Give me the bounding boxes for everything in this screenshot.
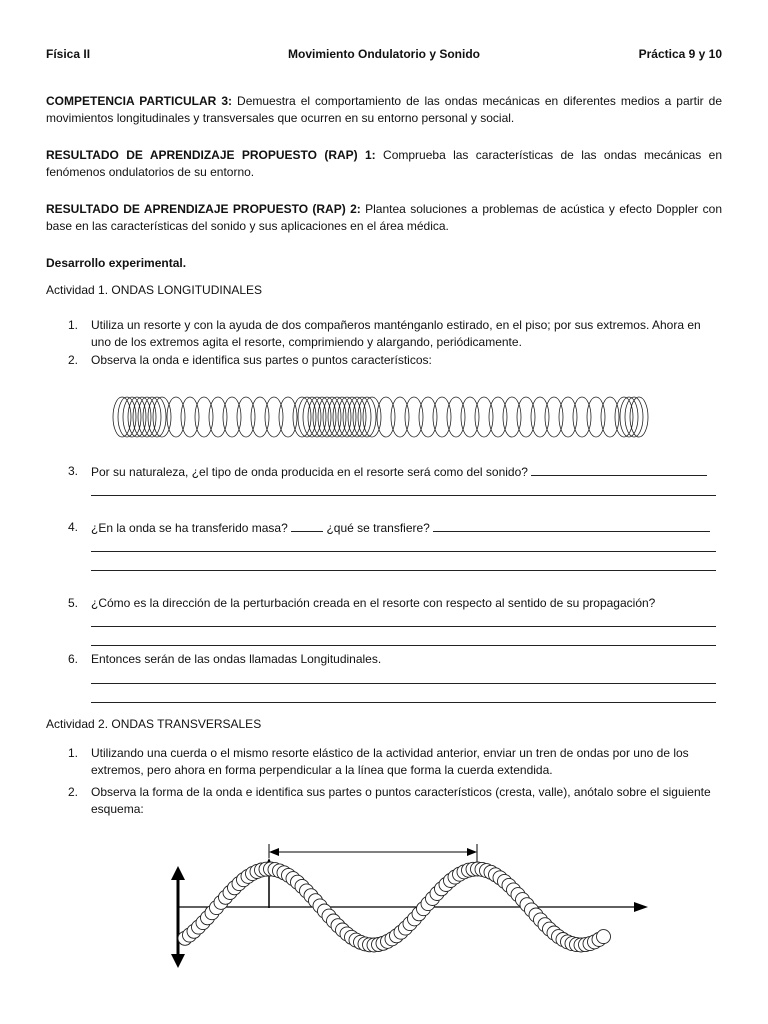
arrowhead-up bbox=[171, 866, 185, 880]
header-course: Física II bbox=[46, 47, 91, 61]
competencia-label: COMPETENCIA PARTICULAR 3: bbox=[46, 94, 233, 108]
answer-line[interactable] bbox=[91, 645, 716, 646]
rap2-paragraph bbox=[46, 201, 722, 235]
spring-coil bbox=[489, 397, 507, 437]
answer-line[interactable] bbox=[91, 626, 716, 627]
answer-blank[interactable] bbox=[433, 519, 710, 532]
spring-coil bbox=[503, 397, 521, 437]
item-text bbox=[91, 463, 722, 481]
item-number: 5. bbox=[68, 596, 79, 610]
answer-blank[interactable] bbox=[291, 519, 323, 532]
item-number: 2. bbox=[68, 353, 79, 367]
actividad2-heading: Actividad 2. ONDAS TRANSVERSALES bbox=[46, 717, 262, 731]
spring-coil bbox=[601, 397, 619, 437]
item-number: 1. bbox=[68, 746, 79, 760]
rap2-label: RESULTADO DE APRENDIZAJE PROPUESTO (RAP) 2: bbox=[46, 202, 361, 216]
spring-coil bbox=[279, 397, 297, 437]
item-text: Observa la onda e identifica sus partes o puntos característicos: bbox=[91, 353, 432, 367]
item-number: 1. bbox=[68, 318, 79, 332]
desarrollo-heading: Desarrollo experimental. bbox=[46, 256, 187, 270]
question-text: ¿qué se transfiere? bbox=[326, 521, 430, 535]
answer-blank[interactable] bbox=[531, 463, 707, 476]
header-practice: Práctica 9 y 10 bbox=[638, 47, 722, 61]
item-text: Entonces serán de las ondas llamadas Longitudinales. bbox=[91, 652, 382, 666]
spring-coil bbox=[587, 397, 605, 437]
spring-coil bbox=[181, 397, 199, 437]
longitudinal-spring-figure bbox=[112, 394, 664, 440]
item-number: 3. bbox=[68, 464, 79, 478]
question-text: ¿En la onda se ha transferido masa? bbox=[91, 521, 288, 535]
spring-coil bbox=[195, 397, 213, 437]
spring-coil bbox=[597, 930, 611, 944]
item-text: Utiliza un resorte y con la ayuda de dos compañeros manténganlo estirado, en el piso; por sus extremos. Ahora en uno de los extremos agita el resorte, comprimiendo y alargando, periódicamente. bbox=[91, 318, 701, 349]
spring-coil bbox=[223, 397, 241, 437]
wavelength-arrowhead-left bbox=[269, 848, 279, 856]
spring-coil bbox=[391, 397, 409, 437]
axis-arrowhead bbox=[634, 902, 648, 912]
competencia-text: Demuestra el comportamiento de las ondas mecánicas en diferentes medios a partir de movimientos longitudinales y transversales que ocurren en su entorno personal y social. bbox=[46, 94, 722, 125]
arrowhead-down bbox=[171, 954, 185, 968]
answer-line[interactable] bbox=[91, 702, 716, 703]
spring-coil bbox=[517, 397, 535, 437]
spring-coil bbox=[251, 397, 269, 437]
question-text: Por su naturaleza, ¿el tipo de onda producida en el resorte será como del sonido? bbox=[91, 465, 528, 479]
item-number: 6. bbox=[68, 652, 79, 666]
actividad1-heading: Actividad 1. ONDAS LONGITUDINALES bbox=[46, 283, 263, 297]
spring-coil bbox=[475, 397, 493, 437]
spring-coil bbox=[265, 397, 283, 437]
spring-coil bbox=[433, 397, 451, 437]
spring-coil bbox=[620, 397, 638, 437]
spring-coil bbox=[559, 397, 577, 437]
item-number: 4. bbox=[68, 520, 79, 534]
spring-coil bbox=[377, 397, 395, 437]
rap1-label: RESULTADO DE APRENDIZAJE PROPUESTO (RAP) 1: bbox=[46, 148, 376, 162]
spring-coil bbox=[625, 397, 643, 437]
transverse-wave-figure bbox=[160, 834, 660, 974]
spring-coil bbox=[167, 397, 185, 437]
header-topic: Movimiento Ondulatorio y Sonido bbox=[288, 47, 480, 61]
rap2-text: Plantea soluciones a problemas de acústica y efecto Doppler con base en las características del sonido y sus aplicaciones en el área médica. bbox=[46, 202, 722, 233]
page-header bbox=[46, 47, 722, 63]
competencia-paragraph bbox=[46, 93, 722, 127]
spring-coil bbox=[545, 397, 563, 437]
item-text: ¿Cómo es la dirección de la perturbación creada en el resorte con respecto al sentido de su propagación? bbox=[91, 596, 656, 610]
wavelength-arrowhead-right bbox=[467, 848, 477, 856]
rap1-text: Comprueba las características de las ondas mecánicas en fenómenos ondulatorios de su entorno. bbox=[46, 148, 722, 179]
item-text bbox=[91, 519, 722, 537]
spring-coil bbox=[237, 397, 255, 437]
spring-coil bbox=[461, 397, 479, 437]
spring-coil bbox=[447, 397, 465, 437]
spring-coil bbox=[573, 397, 591, 437]
answer-line[interactable] bbox=[91, 683, 716, 684]
spring-coil bbox=[531, 397, 549, 437]
answer-line[interactable] bbox=[91, 551, 716, 552]
rap1-paragraph bbox=[46, 147, 722, 181]
spring-coil bbox=[405, 397, 423, 437]
item-text: Utilizando una cuerda o el mismo resorte elástico de la actividad anterior, enviar un tren de ondas por uno de los extremos, pero ahora en forma perpendicular a la línea que forma la cuerda extendida. bbox=[91, 746, 689, 777]
answer-line[interactable] bbox=[91, 495, 716, 496]
item-text: Observa la forma de la onda e identifica sus partes o puntos característicos (cresta, valle), anótalo sobre el siguiente esquema: bbox=[91, 785, 711, 816]
spring-coil bbox=[419, 397, 437, 437]
answer-line[interactable] bbox=[91, 570, 716, 571]
item-number: 2. bbox=[68, 785, 79, 799]
spring-coil bbox=[209, 397, 227, 437]
